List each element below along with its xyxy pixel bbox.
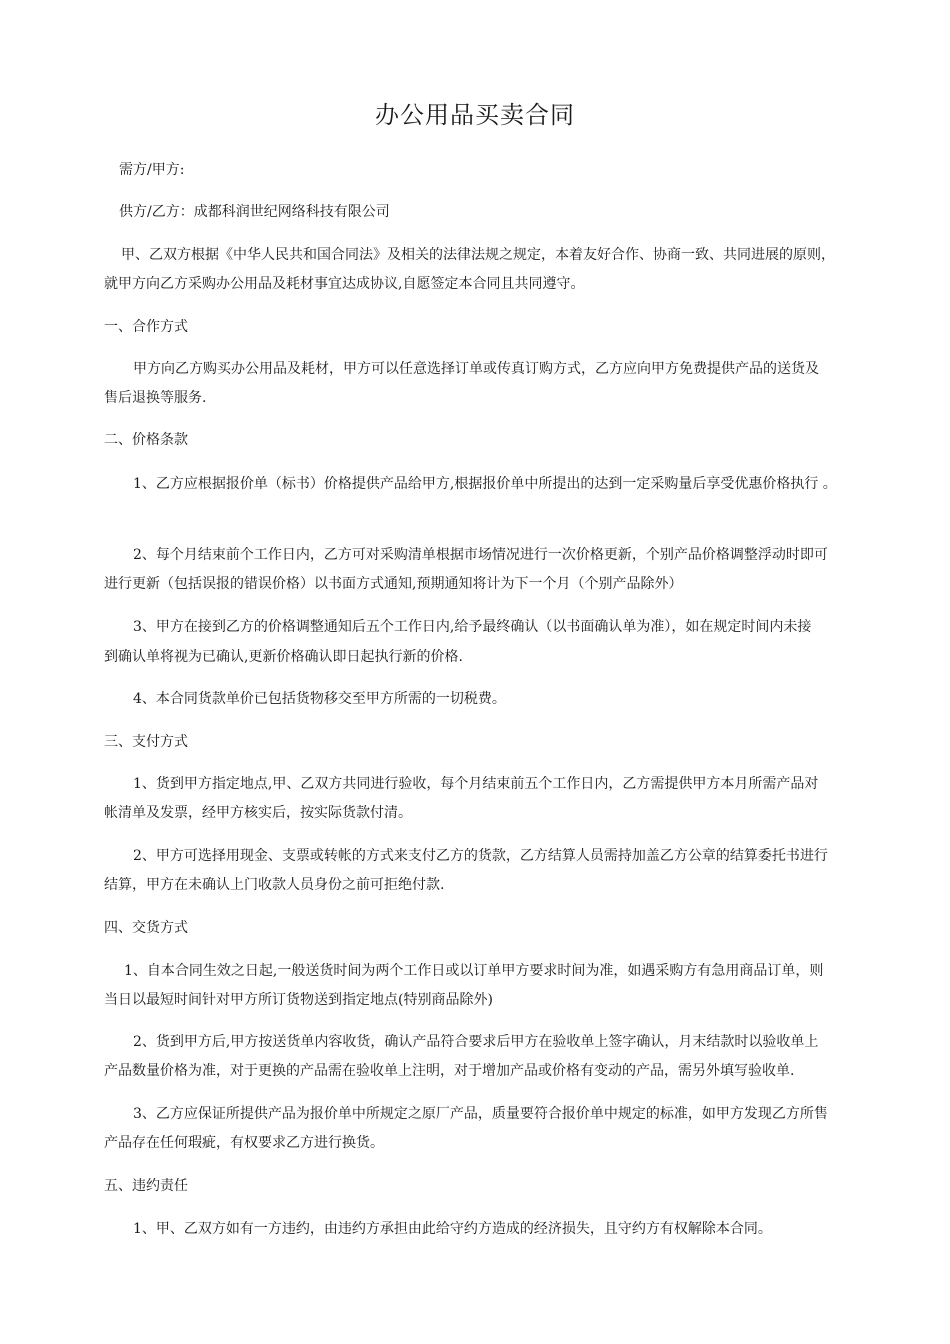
section4-item2-line-1: 2、货到甲方后,甲方按送货单内容收货，确认产品符合要求后甲方在验收单上签字确认，月末结款时以验收单上 bbox=[133, 1034, 819, 1050]
document-title: 办公用品买卖合同 bbox=[375, 101, 575, 129]
section4-item3-line-2: 产品存在任何瑕疵，有权要求乙方进行换货。 bbox=[104, 1135, 384, 1151]
party-b-line: 供方/乙方：成都科润世纪网络科技有限公司 bbox=[119, 204, 390, 220]
section4-item1-line-1: 1、自本合同生效之日起,一般送货时间为两个工作日或以订单甲方要求时间为准，如遇采购方有急用商品订单，则 bbox=[124, 963, 824, 979]
section2-item2-line-1: 2、每个月结束前个工作日内，乙方可对采购清单根据市场情况进行一次价格更新，个别产品价格调整浮动时即可 bbox=[133, 547, 828, 563]
section3-item2-line-2: 结算，甲方在未确认上门收款人员身份之前可拒绝付款. bbox=[104, 877, 445, 893]
party-a-line: 需方/甲方: bbox=[119, 162, 185, 178]
section2-item3-line-2: 到确认单将视为已确认,更新价格确认即日起执行新的价格. bbox=[104, 649, 463, 665]
section1-para-line-2: 售后退换等服务. bbox=[104, 390, 207, 406]
section3-item1-line-1: 1、货到甲方指定地点,甲、乙双方共同进行验收，每个月结束前五个工作日内，乙方需提供甲方本月所需产品对 bbox=[133, 776, 819, 792]
section2-item3-line-1: 3、甲方在接到乙方的价格调整通知后五个工作日内,给予最终确认（以书面确认单为准），如在规定时间内未接 bbox=[133, 619, 812, 635]
section2-heading: 二、价格条款 bbox=[104, 432, 188, 448]
section1-para-line-1: 甲方向乙方购买办公用品及耗材，甲方可以任意选择订单或传真订购方式，乙方应向甲方免费提供产品的送货及 bbox=[133, 361, 819, 377]
section3-heading: 三、支付方式 bbox=[104, 734, 188, 750]
section4-heading: 四、交货方式 bbox=[104, 920, 188, 936]
section4-item1-line-2: 当日以最短时间针对甲方所订货物送到指定地点(特别商品除外) bbox=[104, 992, 493, 1008]
section4-item3-line-1: 3、乙方应保证所提供产品为报价单中所规定之原厂产品，质量要符合报价单中规定的标准，如甲方发现乙方所售 bbox=[133, 1106, 828, 1122]
preamble-line-2: 就甲方向乙方采购办公用品及耗材事宜达成协议,自愿签定本合同且共同遵守。 bbox=[104, 276, 585, 292]
section2-item1: 1、乙方应根据报价单（标书）价格提供产品给甲方,根据报价单中所提出的达到一定采购量后享受优惠价格执行 。 bbox=[133, 476, 837, 492]
section2-item4: 4、本合同货款单价已包括货物移交至甲方所需的一切税费。 bbox=[133, 691, 506, 707]
section1-heading: 一、合作方式 bbox=[104, 319, 188, 335]
preamble-line-1: 甲、乙双方根据《中华人民共和国合同法》及相关的法律法规之规定，本着友好合作、协商一致、共同进展的原则， bbox=[121, 247, 835, 263]
section5-heading: 五、违约责任 bbox=[104, 1178, 188, 1194]
section2-item2-line-2: 进行更新（包括误报的错误价格）以书面方式通知,预期通知将计为下一个月（个别产品除外） bbox=[104, 576, 683, 592]
section5-item1: 1、甲、乙双方如有一方违约，由违约方承担由此给守约方造成的经济损失，且守约方有权解除本合同。 bbox=[133, 1221, 772, 1237]
section3-item1-line-2: 帐清单及发票，经甲方核实后，按实际货款付清。 bbox=[104, 805, 412, 821]
section4-item2-line-2: 产品数量价格为准，对于更换的产品需在验收单上注明，对于增加产品或价格有变动的产品，需另外填写验收单. bbox=[104, 1063, 795, 1079]
section3-item2-line-1: 2、甲方可选择用现金、支票或转帐的方式来支付乙方的货款，乙方结算人员需持加盖乙方公章的结算委托书进行 bbox=[133, 848, 828, 864]
